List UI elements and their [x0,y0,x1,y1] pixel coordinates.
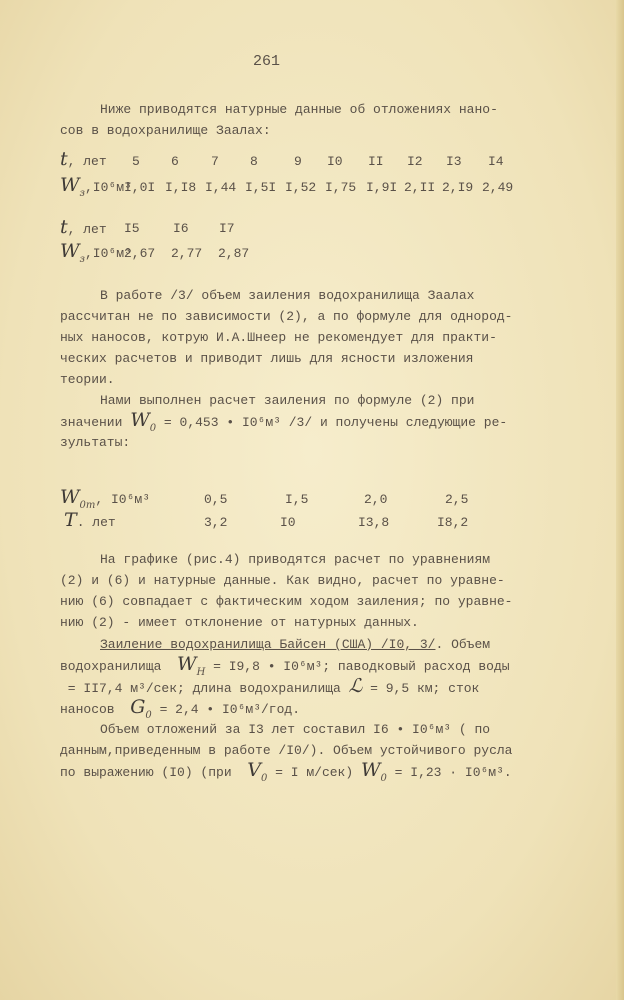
paragraph-line: Заиление водохранилища Байсен (США) /I0, 3/. Объем [100,637,491,652]
year-cell: 7 [211,154,219,169]
paragraph-line: = II7,4 м³/сек; длина водохранилища ℒ = 9,5 км; сток [60,675,480,697]
paragraph-line: зультаты: [60,435,131,450]
year-cell: 8 [250,154,258,169]
paragraph-line: значении $W_0 = 0,453$ • I0⁶м³ /3/ и получены следующие ре- [60,409,508,434]
value-cell: I,52 [285,180,317,195]
paragraph-line: Нами выполнен расчет заиления по формуле (2) при [100,393,475,408]
value-cell: I,9I [366,180,398,195]
w-row-label: $W_з,I0^6м^3$ [60,240,132,265]
years-cell: I3,8 [358,515,390,530]
volume-cell: I,5 [285,492,309,507]
paragraph-line: рассчитан не по зависимости (2), а по формуле для однород- [60,309,513,324]
year-cell: II [368,154,384,169]
value-cell: I,75 [325,180,357,195]
value-cell: 2,87 [218,246,250,261]
paragraph-line: Объем отложений за I3 лет составил I6 • I0⁶м³ ( по [100,722,491,737]
paragraph-line: ческих расчетов и приводит лишь для ясности изложения [60,351,474,366]
years-cell: 3,2 [204,515,228,530]
volume-cell: 2,0 [364,492,388,507]
value-cell: I,5I [245,180,277,195]
paragraph-line: В работе /3/ объем заиления водохранилища Заалах [100,288,475,303]
year-cell: 6 [171,154,179,169]
w0-symbol: W [130,409,150,431]
value-cell: 2,77 [171,246,203,261]
paragraph-line: (2) и (6) и натурные данные. Как видно, расчет по уравне- [60,573,505,588]
section-heading: Заиление водохранилища Байсен (США) /I0, 3/ [100,637,436,652]
paragraph-line: наносов $G_0 = 2,4$ • I0⁶м³/год. [60,696,301,721]
t-row-label: T. лет [64,509,116,531]
year-cell: 9 [294,154,302,169]
year-cell: I6 [173,221,189,236]
paragraph-line: теории. [60,372,115,387]
page-number: 261 [253,53,281,70]
t-row-label: t, лет [60,148,107,170]
value-cell: 2,67 [124,246,156,261]
w-row-label: $W_{0т}$, I0⁶м³ [60,486,150,511]
value-cell: 2,II [404,180,436,195]
paragraph-line: данным,приведенным в работе /I0/). Объем устойчивого русла [60,743,513,758]
volume-cell: 2,5 [445,492,469,507]
page-edge [616,0,624,1000]
paragraph-line: водохранилища $W_Н = I9,8$ • I0⁶м³; паводковый расход воды [60,653,510,678]
years-cell: I0 [280,515,296,530]
year-cell: I4 [488,154,504,169]
paragraph-line: На графике (рис.4) приводятся расчет по уравнениям [100,552,491,567]
value-cell: 2,I9 [442,180,474,195]
value-cell: I,44 [205,180,237,195]
year-cell: I5 [124,221,140,236]
year-cell: I3 [446,154,462,169]
paragraph-line: нию (2) - имеет отклонение от натурных данных. [60,615,419,630]
value-cell: I,0I [124,180,156,195]
paragraph-line: нию (6) совпадает с фактическим ходом заиления; по уравне- [60,594,513,609]
years-cell: I8,2 [437,515,469,530]
year-cell: I2 [407,154,423,169]
year-cell: I7 [219,221,235,236]
t-row-label: t, лет [60,216,107,238]
w-row-label: $W_з,I0^6м^3$ [60,174,132,199]
volume-cell: 0,5 [204,492,228,507]
intro-line: сов в водохранилище Заалах: [60,123,271,138]
year-cell: I0 [327,154,343,169]
paragraph-line: по выражению (I0) (при $V_0 = I$ м/сек) $W_0 = I,23 \cdot I0^6м^3$. [60,759,512,784]
paragraph-line: ных наносов, котрую И.А.Шнеер не рекомендует для практи- [60,330,497,345]
year-cell: 5 [132,154,140,169]
value-cell: I,I8 [165,180,197,195]
value-cell: 2,49 [482,180,514,195]
intro-line: Ниже приводятся натурные данные об отложениях нано- [100,102,498,117]
